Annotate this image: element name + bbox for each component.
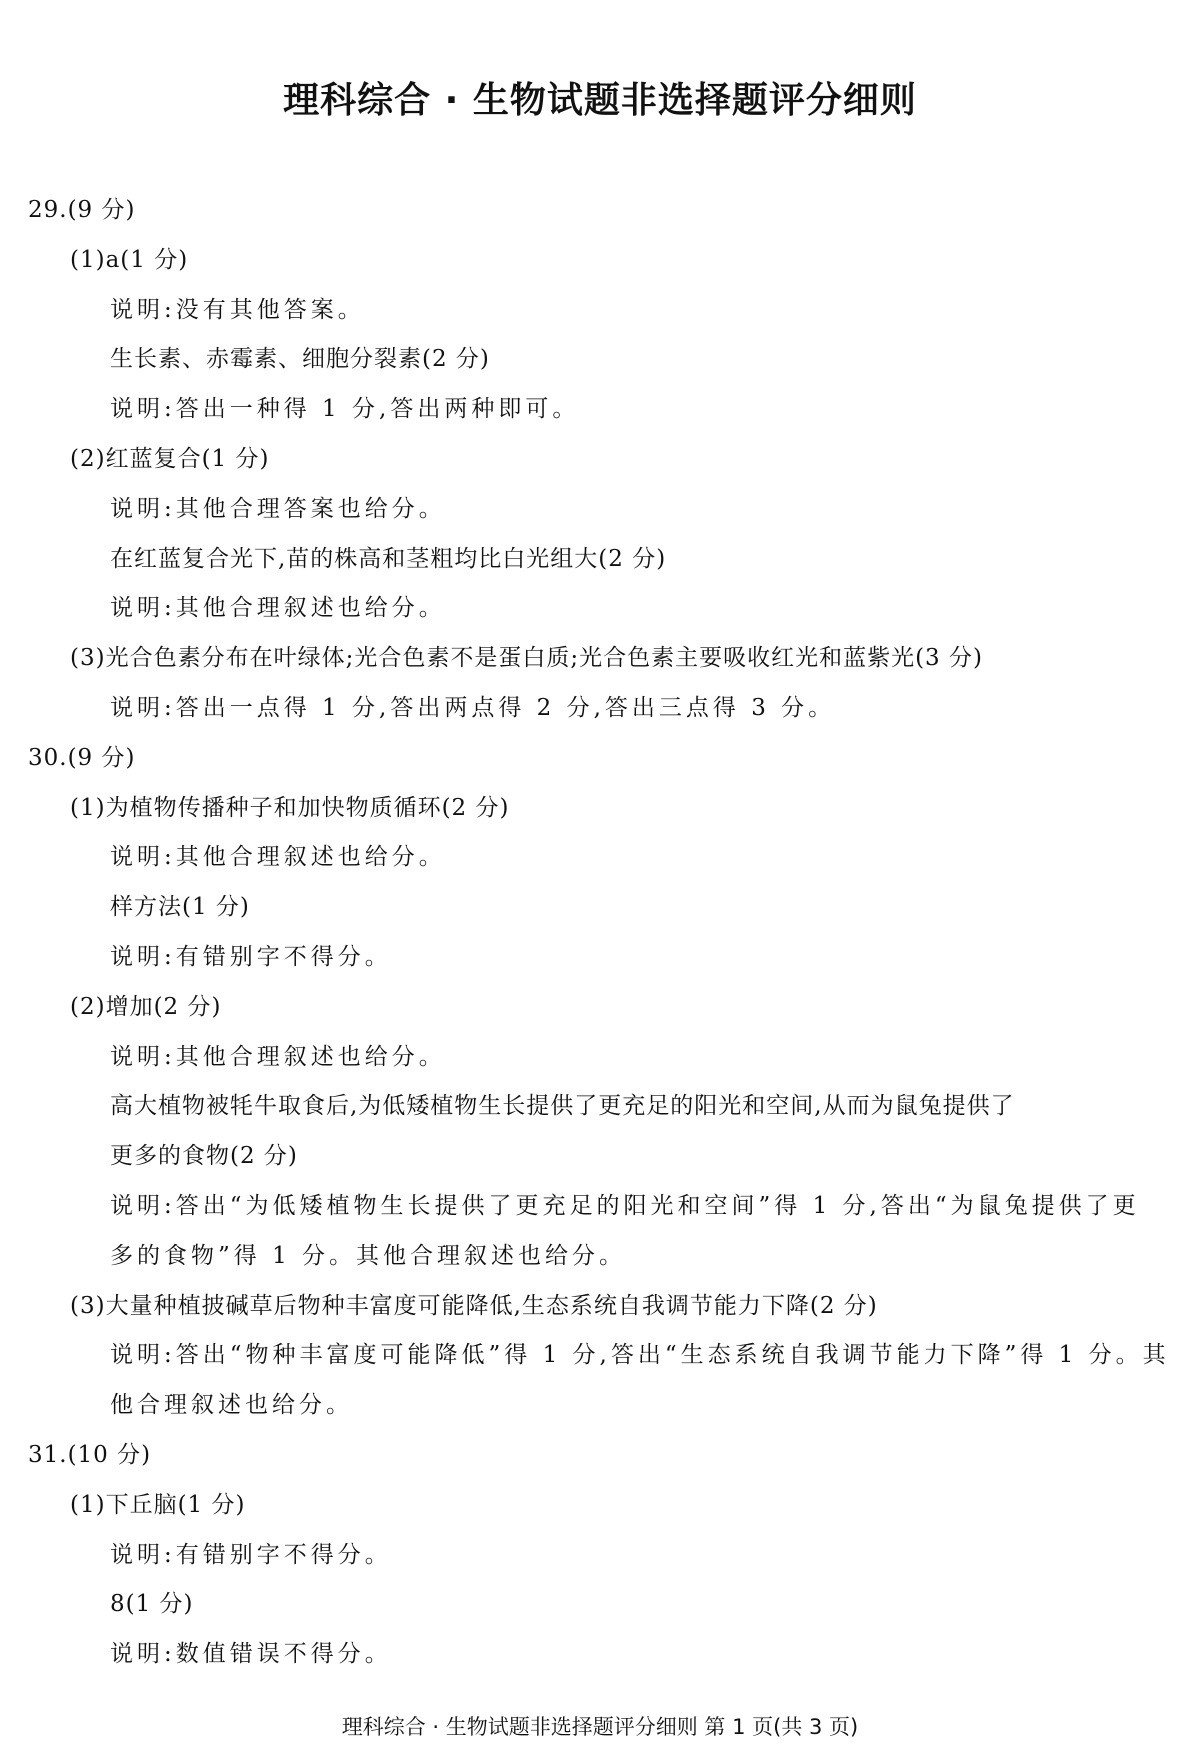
question-heading: 29.(9 分) bbox=[28, 197, 136, 223]
scoring-note: 说明:答出一点得 1 分,答出两点得 2 分,答出三点得 3 分。 bbox=[110, 694, 836, 721]
scoring-note: 说明:有错别字不得分。 bbox=[110, 1541, 392, 1568]
page-title: 理科综合 · 生物试题非选择题评分细则 bbox=[283, 80, 917, 121]
sub-question-answer: (1)为植物传播种子和加快物质循环(2 分) bbox=[70, 794, 510, 821]
scoring-note: 说明:有错别字不得分。 bbox=[110, 943, 392, 970]
scoring-note: 说明:答出“物种丰富度可能降低”得 1 分,答出“生态系统自我调节能力下降”得 1 分。其 bbox=[110, 1342, 1170, 1369]
scoring-note: 说明:其他合理答案也给分。 bbox=[110, 495, 446, 522]
scoring-note: 说明:数值错误不得分。 bbox=[110, 1641, 392, 1668]
page-footer: 理科综合 · 生物试题非选择题评分细则 第 1 页(共 3 页) bbox=[341, 1715, 859, 1739]
scoring-note: 说明:答出“为低矮植物生长提供了更充足的阳光和空间”得 1 分,答出“为鼠兔提供了更 bbox=[110, 1192, 1140, 1219]
sub-question-answer: (1)a(1 分) bbox=[70, 246, 189, 273]
answer-line: 8(1 分) bbox=[110, 1591, 194, 1618]
scoring-rules-body bbox=[0, 194, 1200, 1688]
sub-question-answer: (3)光合色素分布在叶绿体;光合色素不是蛋白质;光合色素主要吸收红光和蓝紫光(3 分) bbox=[70, 645, 983, 672]
sub-question-answer: (2)增加(2 分) bbox=[70, 993, 222, 1020]
answer-line: 高大植物被牦牛取食后,为低矮植物生长提供了更充足的阳光和空间,从而为鼠兔提供了 bbox=[110, 1093, 1015, 1120]
sub-question-answer: (1)下丘脑(1 分) bbox=[70, 1491, 246, 1518]
scoring-note: 多的食物”得 1 分。其他合理叙述也给分。 bbox=[110, 1242, 627, 1269]
question-heading: 31.(10 分) bbox=[28, 1441, 152, 1468]
scoring-note: 说明:没有其他答案。 bbox=[110, 296, 365, 323]
answer-line: 生长素、赤霉素、细胞分裂素(2 分) bbox=[110, 346, 490, 373]
question-heading: 30.(9 分) bbox=[28, 744, 136, 771]
scoring-note: 说明:答出一种得 1 分,答出两种即可。 bbox=[110, 396, 580, 423]
scoring-note: 说明:其他合理叙述也给分。 bbox=[110, 1043, 446, 1070]
sub-question-answer: (3)大量种植披碱草后物种丰富度可能降低,生态系统自我调节能力下降(2 分) bbox=[70, 1292, 878, 1319]
answer-line: 更多的食物(2 分) bbox=[110, 1143, 298, 1170]
scoring-note: 说明:其他合理叙述也给分。 bbox=[110, 595, 446, 622]
sub-question-answer: (2)红蓝复合(1 分) bbox=[70, 445, 270, 472]
scoring-note: 他合理叙述也给分。 bbox=[110, 1392, 353, 1419]
scoring-note: 说明:其他合理叙述也给分。 bbox=[110, 844, 446, 871]
answer-line: 样方法(1 分) bbox=[110, 894, 250, 921]
answer-line: 在红蓝复合光下,苗的株高和茎粗均比白光组大(2 分) bbox=[110, 545, 667, 572]
